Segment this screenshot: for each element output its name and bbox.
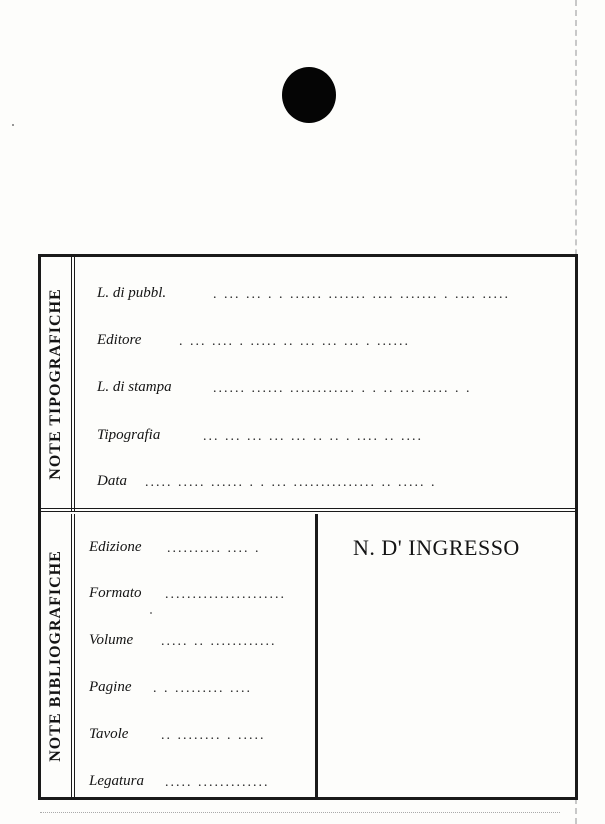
field-editore-dots: . ... .... . ..... .. ... ... ... . ...... [179, 334, 410, 349]
field-formato-label: Formato [89, 585, 142, 601]
field-edizione-dots: .......... .... . [167, 541, 261, 556]
field-tipografia-label: Tipografia [97, 427, 161, 443]
field-edizione-label: Edizione [89, 539, 142, 555]
section-divider [41, 508, 575, 512]
speck [12, 124, 14, 126]
field-pagine-label: Pagine [89, 679, 132, 695]
column-divider [315, 514, 318, 797]
note-bibliografiche-label: NOTE BIBLIOGRAFICHE [47, 549, 64, 762]
field-legatura-label: Legatura [89, 773, 145, 789]
field-luogo-stampa-dots: ...... ...... ............ . . .. ... ..... . . [213, 381, 472, 396]
field-tavole-dots: .. ........ . ..... [161, 728, 266, 743]
note-tipografiche-label: NOTE TIPOGRAFICHE [47, 288, 64, 480]
note-tipografiche-band [41, 257, 75, 511]
field-formato-dots: ...................... [165, 587, 286, 602]
field-legatura-dots: ..... ............. [165, 775, 270, 790]
note-bibliografiche-band [41, 514, 75, 797]
field-volume-label: Volume [89, 632, 134, 648]
field-editore-label: Editore [97, 332, 142, 348]
bottom-edge-noise [40, 812, 560, 813]
punch-hole [282, 67, 336, 123]
field-data-dots: ..... ..... ...... . . ... ............... .. ..... . [145, 475, 437, 490]
field-tipografia-dots: ... ... ... ... ... .. .. . .... .. .... [203, 429, 423, 444]
catalog-card [38, 254, 578, 800]
field-luogo-pubblicazione-dots: . ... ... . . ...... ....... .... ....... . .... ..... [213, 287, 510, 302]
field-data-label: Data [97, 473, 127, 489]
field-pagine-dots: . . ......... .... [153, 681, 252, 696]
field-luogo-stampa-label: L. di stampa [97, 379, 172, 395]
field-luogo-pubblicazione-label: L. di pubbl. [97, 285, 167, 301]
field-tavole-label: Tavole [89, 726, 129, 742]
ingresso-heading: N. D' INGRESSO [353, 535, 520, 560]
field-volume-dots: ..... .. ............ [161, 634, 277, 649]
